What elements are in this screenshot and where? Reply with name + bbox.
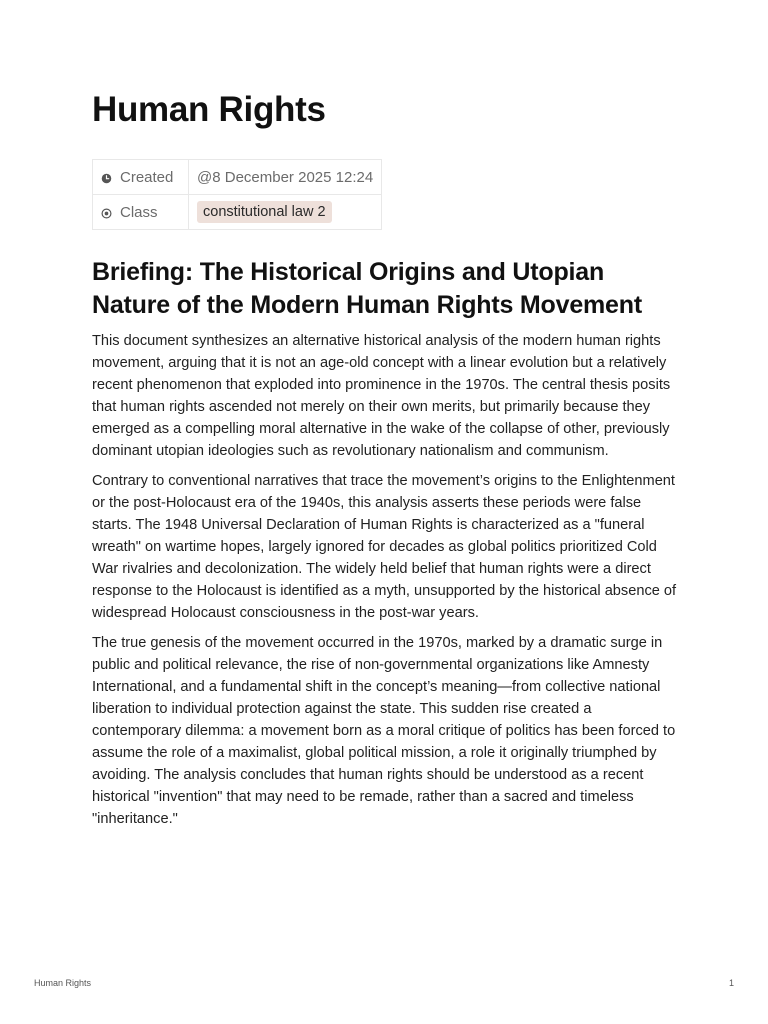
created-date: @8 December 2025 12:24 [197,168,374,186]
footer-document-title: Human Rights [34,978,92,988]
property-label: Class [120,203,158,221]
property-value-class[interactable] [189,195,382,230]
paragraph-3: The true genesis of the movement occurred in the 1970s, marked by a dramatic surge in public and political relevance, the rise of non-governmental organizations like Amnesty International, and a fundamental shift in the concept’s meaning—from collective national liberation to individual protection against the state. This sudden rise created a contemporary dilemma: a movement born as a moral critique of politics has been forced to assume the role of a maximalist, global political mission, a role it originally triumphed by avoiding. The analysis concludes that human rights should be understood as a recent historical "invention" that may need to be remade, rather than a sacred and timeless "inheritance." [92,635,676,827]
section-heading: Briefing: The Historical Origins and Utopian Nature of the Modern Human Rights Movement [92,258,642,319]
property-value-created[interactable] [189,160,382,195]
property-row-class [93,195,382,230]
target-icon [101,208,112,219]
property-row-created [93,160,382,195]
page-title: Human Rights [92,90,326,129]
property-key-class[interactable] [93,195,189,230]
paragraph-2: Contrary to conventional narratives that trace the movement’s origins to the Enlightenment or the post-Holocaust era of the 1940s, this analysis asserts these periods were false starts. The 1948 Universal Declaration of Human Rights is characterized as a "funeral wreath" on wartime hopes, largely ignored for decades as global politics prioritized Cold War rivalries and decolonization. The widely held belief that human rights were a direct response to the Holocaust is identified as a myth, unsupported by the historical absence of widespread Holocaust consciousness in the post-war years. [92,473,677,621]
property-label: Created [120,168,174,186]
paragraph-1: This document synthesizes an alternative historical analysis of the modern human rights movement, arguing that it is not an age-old concept with a linear evolution but a relatively recent phenomenon that exploded into prominence in the 1970s. The central thesis posits that human rights ascended not merely on their own merits, but primarily because they emerged as a compelling moral alternative in the wake of the collapse of other, previously dominant utopian ideologies such as revolutionary nationalism and communism. [92,333,671,459]
footer-page-number: 1 [728,978,734,988]
property-key-created[interactable] [93,160,189,195]
document-page [92,88,680,838]
class-tag[interactable]: constitutional law 2 [197,201,332,223]
clock-icon [101,173,112,184]
properties-table [92,159,382,230]
